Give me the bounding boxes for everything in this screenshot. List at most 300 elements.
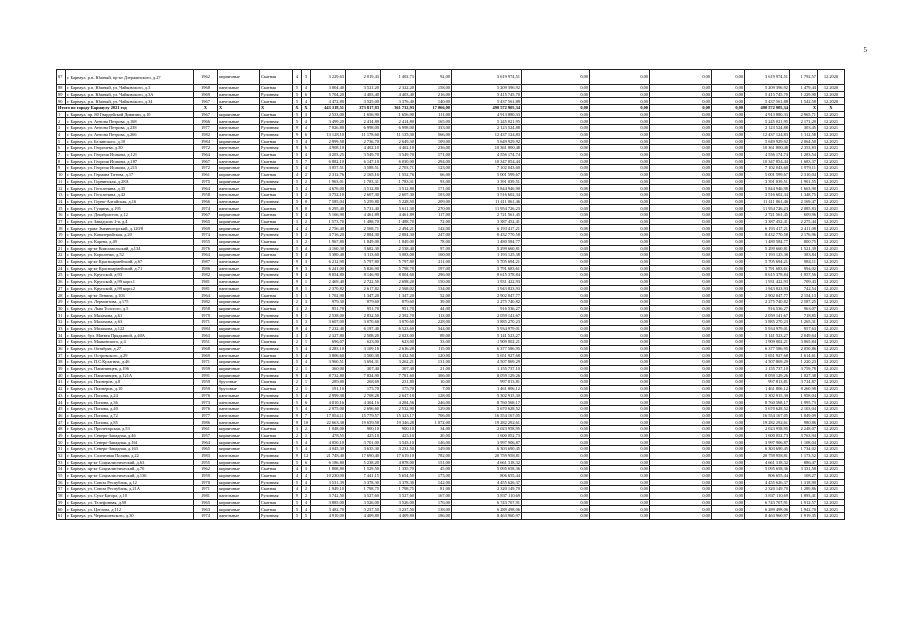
table-cell: 12.2021 [818,158,845,165]
table-cell: 1 931 422,93 [452,278,522,285]
table-cell: 2 [293,379,302,386]
table-cell: 0,00 [712,258,745,265]
table-row [57,245,845,252]
table-cell: г. Барнаул, ул. Георгиева, д.30 [66,145,194,152]
table-cell: 1981 [194,492,218,499]
table-cell: 7 824,90 [346,372,381,379]
table-cell: 0,00 [650,479,712,486]
table-cell: 1 283,54 [790,151,818,158]
table-cell: 7 781,60 [381,372,416,379]
table-cell: 6 212,90 [311,258,346,265]
table-row [57,178,845,185]
table-cell: Скатная [260,85,293,92]
table-cell: 0,00 [712,252,745,259]
table-cell: 0,00 [650,305,712,312]
table-cell: 1977 [194,412,218,419]
table-cell: 0,00 [590,238,650,245]
table-cell: 44 [57,399,66,406]
table-row [57,472,845,479]
table-cell: 2 [302,238,311,245]
table-cell: 10 230,00 [311,472,346,479]
table-cell: г. Барнаул, р.п. Южный, ул. Чайковского, д.3А [66,91,194,98]
table-cell: 5 654,50 [381,472,416,479]
table-cell: X [218,105,260,112]
table-cell: 2 703,71 [381,165,416,172]
table-cell: 782,00 [416,452,452,459]
table-cell: 41 [57,379,66,386]
table-cell: 0,00 [522,466,590,473]
table-cell: 3 763,94 [790,432,818,439]
table-cell: 5 705 694,21 [452,258,522,265]
table-cell: 19 282 292,61 [745,419,790,426]
table-cell: 0,00 [522,205,590,212]
table-cell: 0,00 [650,131,712,138]
table-cell: 0,00 [650,91,712,98]
table-cell: 12.2020 [818,91,845,98]
table-cell: 2 [302,486,311,493]
table-cell: панельные [218,232,260,239]
table-cell: 0,00 [590,85,650,92]
table-cell: 0,00 [522,171,590,178]
table-cell: 4 403,40 [346,91,381,98]
table-cell: 6 [302,91,311,98]
table-cell: 50 [57,439,66,446]
table-cell: 4 050,10 [311,439,346,446]
table-cell: 0,00 [590,165,650,172]
table-cell: 425,10 [346,432,381,439]
table-cell: 7 [57,151,66,158]
table-cell: 0,00 [590,285,650,292]
table-row [57,151,845,158]
table-cell: Скатная [260,70,293,85]
table-cell: брусовые [218,385,260,392]
table-cell: 0,00 [650,238,712,245]
table-cell: 0,00 [712,125,745,132]
table-cell: 12.2021 [818,305,845,312]
table-cell: 88 [57,85,66,92]
table-cell: 12.2020 [818,70,845,85]
table-cell: 12.2021 [818,472,845,479]
table-cell: 6 193 417,21 [452,225,522,232]
table-cell: 5 001 599,67 [452,171,522,178]
table-cell: кирпичные [218,426,260,433]
table-cell: г. Барнаул, ул. Малахова, д.63 [66,319,194,326]
table-cell: 150,00 [416,278,452,285]
table-row [57,185,845,192]
table-cell: 8 615 378,84 [452,272,522,279]
table-cell: 3 231,50 [381,446,416,453]
table-cell: г. Барнаул, пр-кт Комсомольский, д.134 [66,245,194,252]
table-cell: 39,00 [416,299,452,306]
table-cell: 0,00 [590,385,650,392]
table-cell: 1 057,56 [790,272,818,279]
table-cell: 0,00 [712,105,745,112]
table-cell: г. Барнаул, ул. Солнечная Поляна, д.22 [66,452,194,459]
table-cell: кирпичные [218,319,260,326]
table-cell: 129,00 [416,406,452,413]
table-cell: Рулонная [260,325,293,332]
table-cell: г. Барнаул, ул. Союза Республик, д.12 [66,479,194,486]
table-cell: г. Барнаул, ул. Лермонтова, д.175 [66,299,194,306]
table-cell: 979,30 [311,299,346,306]
table-cell: 0,00 [712,171,745,178]
table-cell: г. Барнаул, бул. Матвея Прядкиной, д.40А [66,332,194,339]
table-cell: 0,00 [522,232,590,239]
table-row [57,285,845,292]
table-cell: Рулонная [260,492,293,499]
table-cell: 90 [57,98,66,105]
table-cell: Рулонная [260,399,293,406]
table-cell: 742,54 [790,285,818,292]
table-cell: 0,00 [650,111,712,118]
table-cell: 4 472,80 [311,98,346,105]
table-cell: 0,00 [590,171,650,178]
table-cell: 3 432,50 [381,352,416,359]
table-row [57,98,845,105]
table-cell: 2 169,47 [790,198,818,205]
table-cell: 5 704,20 [311,91,346,98]
table-cell: 0,00 [522,272,590,279]
table-cell: 2 059 141,67 [745,312,790,319]
table-cell: 5 228,50 [381,198,416,205]
table-cell: 3 [57,125,66,132]
table-cell: 10,00 [416,379,452,386]
table-cell: 5 299 660,81 [452,245,522,252]
table-cell: 0,00 [590,319,650,326]
table-cell: 0,00 [522,426,590,433]
table-cell: 1962 [194,466,218,473]
table-cell: 131,00 [416,359,452,366]
table-cell: кирпичные [218,165,260,172]
table-cell: 11 411 061,46 [452,198,522,205]
table-cell: 2 884,30 [346,232,381,239]
table-cell: 0,00 [712,479,745,486]
table-cell: 1967 [194,212,218,219]
table-cell: панельные [218,118,260,125]
table-cell: 10 [302,419,311,426]
table-cell: 4 [302,372,311,379]
table-cell: 1 027,38 [790,372,818,379]
table-row [57,85,845,92]
table-cell: 21,00 [416,365,452,372]
table-cell: 1 942,70 [790,506,818,513]
table-cell: 1 979,11 [790,165,818,172]
table-cell: 5 797,80 [346,258,381,265]
table-cell: 3 262,21 [381,359,416,366]
table-row [57,131,845,138]
table-cell: 0,00 [522,452,590,459]
table-cell: 0,00 [650,439,712,446]
table-cell: 0,00 [590,466,650,473]
table-cell: 26 [57,278,66,285]
table-cell: 8 732,80 [311,372,346,379]
table-cell: 23 [57,258,66,265]
table-cell: 5 670 628,52 [745,406,790,413]
table-cell: 3 [293,238,302,245]
table-cell: 5 [293,459,302,466]
table-cell: 5 209 396,92 [452,85,522,92]
table-cell: 5 [293,439,302,446]
table-cell: 5 437 561,88 [745,98,790,105]
table-cell: 2 508,20 [346,332,381,339]
table-cell: 3 070,60 [346,319,381,326]
table-cell: 425,10 [381,432,416,439]
table-row [57,506,845,513]
table-cell: 12.2020 [818,98,845,105]
table-cell: 3 516 602,34 [745,192,790,199]
table-cell: 15 [57,205,66,212]
table-cell: 191,10 [311,385,346,392]
table-cell: 12.2021 [818,212,845,219]
table-cell: Рулонная [260,198,293,205]
table-cell: 0,00 [712,472,745,479]
table-row [57,372,845,379]
table-cell: 36 [57,345,66,352]
table-cell: кирпичные [218,305,260,312]
table-cell: 879,60 [381,299,416,306]
table-cell: 879,60 [346,299,381,306]
table-cell: 4 661 318,32 [452,459,522,466]
table-cell: 6 303 690,45 [745,446,790,453]
table-cell: 1 849,00 [346,238,381,245]
table-cell: 1986 [194,265,218,272]
table-cell: 1977 [194,125,218,132]
table-cell: кирпичные [218,339,260,346]
table-cell: 4 [302,85,311,92]
table-cell: 4 203,25 [311,151,346,158]
table-cell: 0,00 [712,412,745,419]
table-cell: 72,00 [416,218,452,225]
table-cell: 0,00 [712,365,745,372]
page-number: 5 [863,46,867,54]
table-cell: кирпичные [218,272,260,279]
table-cell: 916 536,27 [452,305,522,312]
table-cell: 1 656,90 [381,111,416,118]
table-cell: 3 752,10 [311,192,346,199]
table-cell: 2 310,04 [790,171,818,178]
table-cell: 0,00 [590,272,650,279]
table-cell: 951,70 [311,305,346,312]
table-cell: 11 954 726,23 [452,205,522,212]
table-cell: 2 902 047,77 [745,292,790,299]
table-cell: Рулонная [260,406,293,413]
table-cell: 20 759 958,81 [452,452,522,459]
table-cell: 1 663,90 [790,185,818,192]
table-cell: 0,00 [650,118,712,125]
table-cell: 8 [57,158,66,165]
table-row [57,218,845,225]
table-cell: 478,55 [311,432,346,439]
table-cell: 6 303 690,45 [452,446,522,453]
table-cell: Рулонная [260,345,293,352]
table-cell: 15 779,57 [346,412,381,419]
table-cell: г. Барнаул, ул. Крупской, д.99 корп.2 [66,285,194,292]
table-cell: панельные [218,513,260,520]
table-cell: 6 030,00 [381,158,416,165]
table-cell: 59 [57,499,66,506]
table-total-row [57,105,845,112]
table-cell: 4 [302,352,311,359]
table-cell: X [293,105,302,112]
table-cell: 2 023 958,95 [452,426,522,433]
table-cell: г. Барнаул, ул. Антона Петрова, д.168 [66,118,194,125]
table-cell: 1 995,73 [790,399,818,406]
table-cell: 49 [57,432,66,439]
table-cell: 53 [57,459,66,466]
table-row [57,171,845,178]
table-cell: 0,00 [650,513,712,520]
table-cell: 0,00 [712,70,745,85]
table-cell: 1983 [194,452,218,459]
table-cell: 1 849,00 [381,238,416,245]
table-cell: 0,00 [712,379,745,386]
table-cell: 1982 [194,131,218,138]
table-cell: 3 083,00 [381,252,416,259]
table-cell: панельные [218,352,260,359]
table-cell: Рулонная [260,225,293,232]
table-cell: 0,00 [522,392,590,399]
table-cell: Рулонная [260,299,293,306]
table-cell: г. Барнаул, ул. Завадских 1-я, д.4 [66,218,194,225]
table-cell: 0,00 [650,205,712,212]
table-cell: 3 682,30 [346,245,381,252]
table-cell: 12.2021 [818,406,845,413]
table-row [57,385,845,392]
table-cell: 5 [293,118,302,125]
table-cell: 0,00 [590,406,650,413]
table-cell: 0,00 [590,506,650,513]
table-cell: 5 141 523,27 [452,332,522,339]
table-cell: Скатная [260,158,293,165]
table-cell: 1 265,31 [790,319,818,326]
table-cell: 12.2020 [818,85,845,92]
table-cell: Рулонная [260,319,293,326]
table-cell: 3 607,00 [311,319,346,326]
table-cell: 12.2021 [818,506,845,513]
table-cell: кирпичные [218,486,260,493]
table-row [57,339,845,346]
table-cell: 4 [57,131,66,138]
table-cell: 5 [293,198,302,205]
table-cell: 3 500,30 [346,352,381,359]
table-cell: 0,00 [712,91,745,98]
table-cell: 5 934 979,01 [745,325,790,332]
table-cell: 103,00 [416,192,452,199]
table-cell: 5 166,90 [311,212,346,219]
table-cell: г. Барнаул, ул. Крупской, д.99 корп.1 [66,278,194,285]
table-cell: 0,00 [650,178,712,185]
table-cell: 12.2021 [818,432,845,439]
table-cell: 1 943 823,93 [745,285,790,292]
table-cell: 5 [293,345,302,352]
table-cell: 47 [57,419,66,426]
table-cell: 1 173,52 [790,452,818,459]
table-cell: 0,00 [712,85,745,92]
table-cell: 5 415 745,70 [452,91,522,98]
table-cell: 2 414,80 [346,118,381,125]
table-cell: 1967 [194,158,218,165]
table-cell: 33,00 [416,339,452,346]
table-cell: 0,00 [650,192,712,199]
table-cell: 900,10 [381,426,416,433]
table-cell: 0,00 [522,325,590,332]
table-cell: 2 320 149,70 [745,486,790,493]
table-cell: кирпичные [218,472,260,479]
table-cell: 2 [293,385,302,392]
table-cell: 0,00 [522,218,590,225]
table-cell: Рулонная [260,245,293,252]
table-cell: 4 [293,486,302,493]
table-cell: 13 [57,192,66,199]
table-row [57,118,845,125]
table-cell: 37 [57,352,66,359]
table-cell: панельные [218,399,260,406]
table-cell: 3 [293,218,302,225]
table-cell: Скатная [260,472,293,479]
table-cell: 0,00 [590,278,650,285]
table-cell: 2 019,43 [346,70,381,85]
table-cell: 197,00 [416,265,452,272]
table-cell: 0,00 [590,492,650,499]
table-cell: 3 694,31 [346,359,381,366]
table-cell: 4 [302,506,311,513]
table-cell: 12.2021 [818,238,845,245]
table-cell: Скатная [260,305,293,312]
table-cell: панельные [218,185,260,192]
table-cell: 0,00 [522,165,590,172]
table-cell: 5 705 694,21 [745,258,790,265]
table-cell: 5 [293,98,302,105]
table-cell: 0,00 [590,486,650,493]
table-cell: 8 260,98 [790,385,818,392]
table-cell: 3 543,10 [381,439,416,446]
table-cell: Рулонная [260,178,293,185]
table-cell: 994,02 [790,265,818,272]
table-cell: 12.2021 [818,392,845,399]
table-row [57,352,845,359]
table-cell: г. Барнаул, ул. Северо-Западная, д.161 [66,439,194,446]
table-cell: 0,00 [712,151,745,158]
table-cell: 0,00 [522,212,590,219]
table-cell: 1973 [194,399,218,406]
table-cell: 5 844 946,90 [745,185,790,192]
table-cell: 2 [293,365,302,372]
table-cell: г. Барнаул, тракт Змеиногорский, д.120/8 [66,225,194,232]
table-cell: 0,00 [590,198,650,205]
table-cell: 1 347,20 [346,292,381,299]
table-cell: Рулонная [260,278,293,285]
table-cell: 6 [302,459,311,466]
table-cell: 3 549,70 [346,151,381,158]
table-cell: 2 736,70 [346,138,381,145]
table-cell: 14 [57,198,66,205]
table-cell: 0,00 [522,459,590,466]
table-cell: Скатная [260,379,293,386]
table-cell: 0,00 [590,305,650,312]
table-cell: г. Барнаул, ул. Горно-Алтайская, д.16 [66,198,194,205]
table-cell: г. Барнаул, ул. Папанинцев, д.121А [66,372,194,379]
table-row [57,419,845,426]
table-cell: 0,00 [650,332,712,339]
table-cell: 0,00 [650,258,712,265]
table-cell: 1 958,04 [790,392,818,399]
table-cell: 8 432 770,58 [452,232,522,239]
table-cell: 2 165,16 [346,171,381,178]
table-cell: 140,00 [416,98,452,105]
table-row [57,158,845,165]
table-cell: 0,00 [590,70,650,85]
table-cell: 0,00 [522,345,590,352]
